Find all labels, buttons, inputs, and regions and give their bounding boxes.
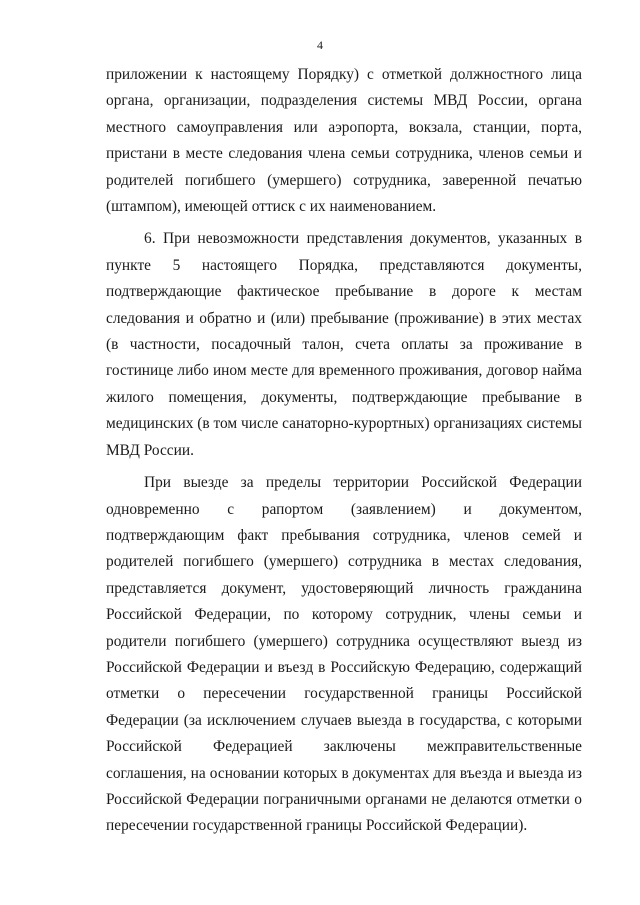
document-body: [106, 62, 582, 840]
paragraph-item-6: 6. При невозможности представления документов, указанных в пункте 5 настоящего Порядка, представляются документы, подтверждающие фактическое пребывание в дороге к местам следования и обратно и (или) пребывание (проживание) в этих местах (в частности, посадочный талон, счета оплаты за проживание в гостинице либо ином месте для временного проживания, договор найма жилого помещения, документы, подтверждающие пребывание в медицинских (в том числе санаторно-курортных) организациях системы МВД России.: [106, 230, 582, 459]
page-number: 4: [317, 38, 323, 52]
paragraph-border-crossing: При выезде за пределы территории Российской Федерации одновременно с рапортом (заявлением) и документом, подтверждающим факт пребывания сотрудника, членов семей и родителей погибшего (умершего) сотрудника в местах следования, представляется документ, удостоверяющий личность гражданина Российской Федерации, по которому сотрудник, члены семьи и родители погибшего (умершего) сотрудника осуществляют выезд из Российской Федерации и въезд в Российскую Федерацию, содержащий отметки о пересечении государственной границы Российской Федерации (за исключением случаев выезда в государства, с которыми Российской Федерацией заключены межправительственные соглашения, на основании которых в документах для въезда и выезда из Российской Федерации пограничными органами не делаются отметки о пересечении государственной границы Российской Федерации).: [106, 474, 582, 835]
paragraph-continuation: приложении к настоящему Порядку) с отметкой должностного лица органа, организации, подразделения системы МВД России, органа местного самоуправления или аэропорта, вокзала, станции, порта, пристани в месте следования члена семьи сотрудника, членов семьи и родителей погибшего (умершего) сотрудника, заверенной печатью (штампом), имеющей оттиск с их наименованием.: [106, 66, 582, 216]
